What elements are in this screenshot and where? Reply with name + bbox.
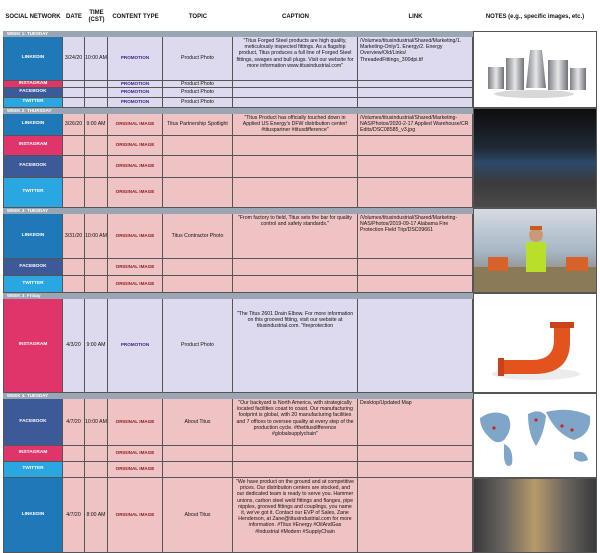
link-cell[interactable]: Desktop/Updated Map bbox=[358, 399, 473, 446]
date-cell bbox=[63, 136, 85, 156]
network-cell: LINKEDIN bbox=[3, 478, 63, 553]
date-cell bbox=[63, 462, 85, 478]
content-type-cell: PROMOTION bbox=[108, 98, 163, 108]
time-cell bbox=[85, 88, 108, 98]
network-cell: TWITTER bbox=[3, 98, 63, 108]
table-row bbox=[3, 98, 473, 108]
topic-cell: Product Photo bbox=[163, 81, 233, 88]
link-cell[interactable] bbox=[358, 88, 473, 98]
week-band: WEEK 2: THURSDAY bbox=[3, 108, 473, 114]
topic-cell bbox=[163, 136, 233, 156]
content-type-cell: ORIGINAL IMAGE bbox=[108, 114, 163, 136]
content-type-cell: ORIGINAL IMAGE bbox=[108, 399, 163, 446]
header-time: TIME (CST) bbox=[88, 10, 105, 23]
week-band: WEEK 3: TUESDAY bbox=[3, 208, 473, 214]
date-cell: 3/24/20 bbox=[63, 37, 85, 81]
table-row bbox=[3, 88, 473, 98]
link-cell[interactable]: /Volumes/titusindustrial/Shared/Marketing-NAS/Photos/2019-09-17 Alabama Fire Protection Field Trip/DSC09661 bbox=[358, 214, 473, 259]
time-cell: 9:00 AM bbox=[85, 299, 108, 393]
topic-cell: About Titus bbox=[163, 478, 233, 553]
caption-cell: "The Titus 2601 Drain Elbow. For more information on this grooved fitting, visit our website at titusindustrial.com. "fireprotection bbox=[233, 299, 358, 393]
topic-cell: Product Photo bbox=[163, 88, 233, 98]
caption-cell bbox=[233, 178, 358, 208]
drain-elbow-photo bbox=[473, 293, 597, 393]
time-cell: 10:00 AM bbox=[85, 37, 108, 81]
caption-cell: "Our backyard is North America, with strategically located facilities coast to coast. Our manufacturing footprint is global, with 20 manufacturing facilities and 7 offices to oversee quality at every step of the production cycle. #thetitusdifference #globalsupplychain" bbox=[233, 399, 358, 446]
topic-cell: Product Photo bbox=[163, 37, 233, 81]
caption-cell bbox=[233, 259, 358, 276]
table-row bbox=[3, 259, 473, 276]
distribution-center-photo bbox=[473, 478, 597, 553]
content-type-cell: PROMOTION bbox=[108, 37, 163, 81]
network-cell: INSTAGRAM bbox=[3, 81, 63, 88]
date-cell: 3/31/20 bbox=[63, 214, 85, 259]
time-cell bbox=[85, 259, 108, 276]
network-cell: TWITTER bbox=[3, 462, 63, 478]
topic-cell: About Titus bbox=[163, 399, 233, 446]
caption-cell bbox=[233, 446, 358, 462]
network-cell: LINKEDIN bbox=[3, 214, 63, 259]
time-cell bbox=[85, 462, 108, 478]
caption-cell bbox=[233, 276, 358, 293]
caption-cell bbox=[233, 81, 358, 88]
network-cell: LINKEDIN bbox=[3, 114, 63, 136]
network-cell: INSTAGRAM bbox=[3, 299, 63, 393]
drain-elbow-illustration bbox=[474, 294, 597, 393]
content-type-cell: ORIGINAL IMAGE bbox=[108, 259, 163, 276]
header-topic: TOPIC bbox=[188, 13, 208, 20]
time-cell bbox=[85, 446, 108, 462]
header-date: DATE bbox=[66, 13, 82, 20]
table-row bbox=[3, 214, 473, 259]
topic-cell bbox=[163, 259, 233, 276]
link-cell[interactable] bbox=[358, 136, 473, 156]
caption-cell bbox=[233, 462, 358, 478]
network-cell: FACEBOOK bbox=[3, 88, 63, 98]
link-cell[interactable] bbox=[358, 462, 473, 478]
topic-cell: Titus Contractor Photo bbox=[163, 214, 233, 259]
table-row bbox=[3, 462, 473, 478]
header-notes: NOTES (e.g., specific images, etc.) bbox=[485, 13, 585, 20]
network-cell: INSTAGRAM bbox=[3, 446, 63, 462]
caption-cell: "We have product on the ground and at competitive prices. Our distribution centers are stocked, and our dedicated team is ready to serve you. Hammer unions, carbon steel weld fittings and flanges, pipe nipples, grooved fittings and couplings, you name it, we've got it. Contact our EVP of Sales, Zane Henderson, at Zane@titusindustrial.com for more information. #Titus #Energy #OilAndGas #Industrial #Modern #SupplyChain bbox=[233, 478, 358, 553]
link-cell[interactable] bbox=[358, 81, 473, 88]
time-cell bbox=[85, 178, 108, 208]
date-cell: 3/26/20 bbox=[63, 114, 85, 136]
content-type-cell: ORIGINAL IMAGE bbox=[108, 446, 163, 462]
time-cell bbox=[85, 156, 108, 178]
link-cell[interactable]: /Volumes/titusindustrial/Shared/Marketing-NAS/Photos/2020-2-17 Applied Warehouse/CR Edits/DSC08585_v3.jpg bbox=[358, 114, 473, 136]
table-row bbox=[3, 276, 473, 293]
time-cell bbox=[85, 136, 108, 156]
link-cell[interactable] bbox=[358, 156, 473, 178]
time-cell: 8:00 AM bbox=[85, 478, 108, 553]
topic-cell: Product Photo bbox=[163, 98, 233, 108]
topic-cell: Titus Partnership Spotlight bbox=[163, 114, 233, 136]
fittings-photo bbox=[473, 31, 597, 108]
content-type-cell: ORIGINAL IMAGE bbox=[108, 214, 163, 259]
topic-cell bbox=[163, 276, 233, 293]
topic-cell: Product Photo bbox=[163, 299, 233, 393]
table-row bbox=[3, 399, 473, 446]
content-type-cell: ORIGINAL IMAGE bbox=[108, 478, 163, 553]
header-social-network: SOCIAL NETWORK bbox=[5, 13, 61, 20]
date-cell: 4/7/20 bbox=[63, 478, 85, 553]
world-map-image bbox=[473, 393, 597, 478]
date-cell bbox=[63, 276, 85, 293]
date-cell: 4/3/20 bbox=[63, 299, 85, 393]
header-caption: CAPTION bbox=[282, 13, 309, 20]
network-cell: LINKEDIN bbox=[3, 37, 63, 81]
date-cell bbox=[63, 81, 85, 88]
week-band: WEEK 4: TUESDAY bbox=[3, 393, 473, 399]
network-cell: TWITTER bbox=[3, 276, 63, 293]
content-type-cell: PROMOTION bbox=[108, 299, 163, 393]
link-cell[interactable] bbox=[358, 276, 473, 293]
content-type-cell: PROMOTION bbox=[108, 81, 163, 88]
week-band: WEEK 3: Friday bbox=[3, 293, 473, 299]
network-cell: TWITTER bbox=[3, 178, 63, 208]
network-cell: INSTAGRAM bbox=[3, 136, 63, 156]
contractor-illustration bbox=[474, 209, 597, 293]
time-cell bbox=[85, 81, 108, 88]
table-row bbox=[3, 156, 473, 178]
link-cell[interactable]: /Volumes/titusindustrial/Shared/Marketing/1. Marketing-Only/1. Energy/2. Energy Overview/Old/Links/ ThreadedFittings_300dpi.tif bbox=[358, 37, 473, 81]
table-row bbox=[3, 446, 473, 462]
table-row bbox=[3, 136, 473, 156]
date-cell bbox=[63, 446, 85, 462]
network-cell: FACEBOOK bbox=[3, 259, 63, 276]
content-type-cell: ORIGINAL IMAGE bbox=[108, 276, 163, 293]
caption-cell: "Titus Forged Steel products are high quality, meticulously inspected fittings. As a flagship product, Titus produces a full line of Forged Steel fittings, swages and bull plugs. Visit our website for more information www.titusindustrial.com" bbox=[233, 37, 358, 81]
link-cell[interactable] bbox=[358, 259, 473, 276]
topic-cell bbox=[163, 178, 233, 208]
network-cell: FACEBOOK bbox=[3, 156, 63, 178]
world-map-illustration bbox=[474, 394, 597, 478]
date-cell: 4/7/20 bbox=[63, 399, 85, 446]
network-cell: FACEBOOK bbox=[3, 399, 63, 446]
link-cell[interactable] bbox=[358, 178, 473, 208]
content-type-cell: ORIGINAL IMAGE bbox=[108, 462, 163, 478]
topic-cell bbox=[163, 462, 233, 478]
table-row bbox=[3, 478, 473, 553]
content-type-cell: ORIGINAL IMAGE bbox=[108, 136, 163, 156]
link-cell[interactable] bbox=[358, 478, 473, 553]
date-cell bbox=[63, 259, 85, 276]
contractor-photo bbox=[473, 208, 597, 293]
caption-cell bbox=[233, 98, 358, 108]
date-cell bbox=[63, 88, 85, 98]
time-cell bbox=[85, 98, 108, 108]
content-type-cell: PROMOTION bbox=[108, 88, 163, 98]
caption-cell: "From factory to field, Titus sets the bar for quality control and safety standards." bbox=[233, 214, 358, 259]
header-content-type: CONTENT TYPE bbox=[112, 13, 159, 20]
link-cell[interactable] bbox=[358, 299, 473, 393]
header-link: LINK bbox=[408, 13, 423, 20]
caption-cell bbox=[233, 88, 358, 98]
warehouse-photo bbox=[473, 108, 597, 208]
caption-cell: "Titus Product has officially touched down in Applied US Energy's DFW distribution center! #tituspartner #titusdifference" bbox=[233, 114, 358, 136]
caption-cell bbox=[233, 136, 358, 156]
time-cell: 10:00 AM bbox=[85, 214, 108, 259]
fittings-illustration bbox=[474, 32, 597, 108]
date-cell bbox=[63, 156, 85, 178]
table-row bbox=[3, 81, 473, 88]
time-cell bbox=[85, 276, 108, 293]
link-cell[interactable] bbox=[358, 446, 473, 462]
table-row bbox=[3, 299, 473, 393]
table-row bbox=[3, 178, 473, 208]
time-cell: 9:00 AM bbox=[85, 114, 108, 136]
table-row bbox=[3, 114, 473, 136]
topic-cell bbox=[163, 446, 233, 462]
time-cell: 10:00 AM bbox=[85, 399, 108, 446]
caption-cell bbox=[233, 156, 358, 178]
content-type-cell: ORIGINAL IMAGE bbox=[108, 178, 163, 208]
date-cell bbox=[63, 178, 85, 208]
date-cell bbox=[63, 98, 85, 108]
content-type-cell: ORIGINAL IMAGE bbox=[108, 156, 163, 178]
topic-cell bbox=[163, 156, 233, 178]
link-cell[interactable] bbox=[358, 98, 473, 108]
week-band: WEEK 1: TUESDAY bbox=[3, 31, 473, 37]
table-row bbox=[3, 37, 473, 81]
